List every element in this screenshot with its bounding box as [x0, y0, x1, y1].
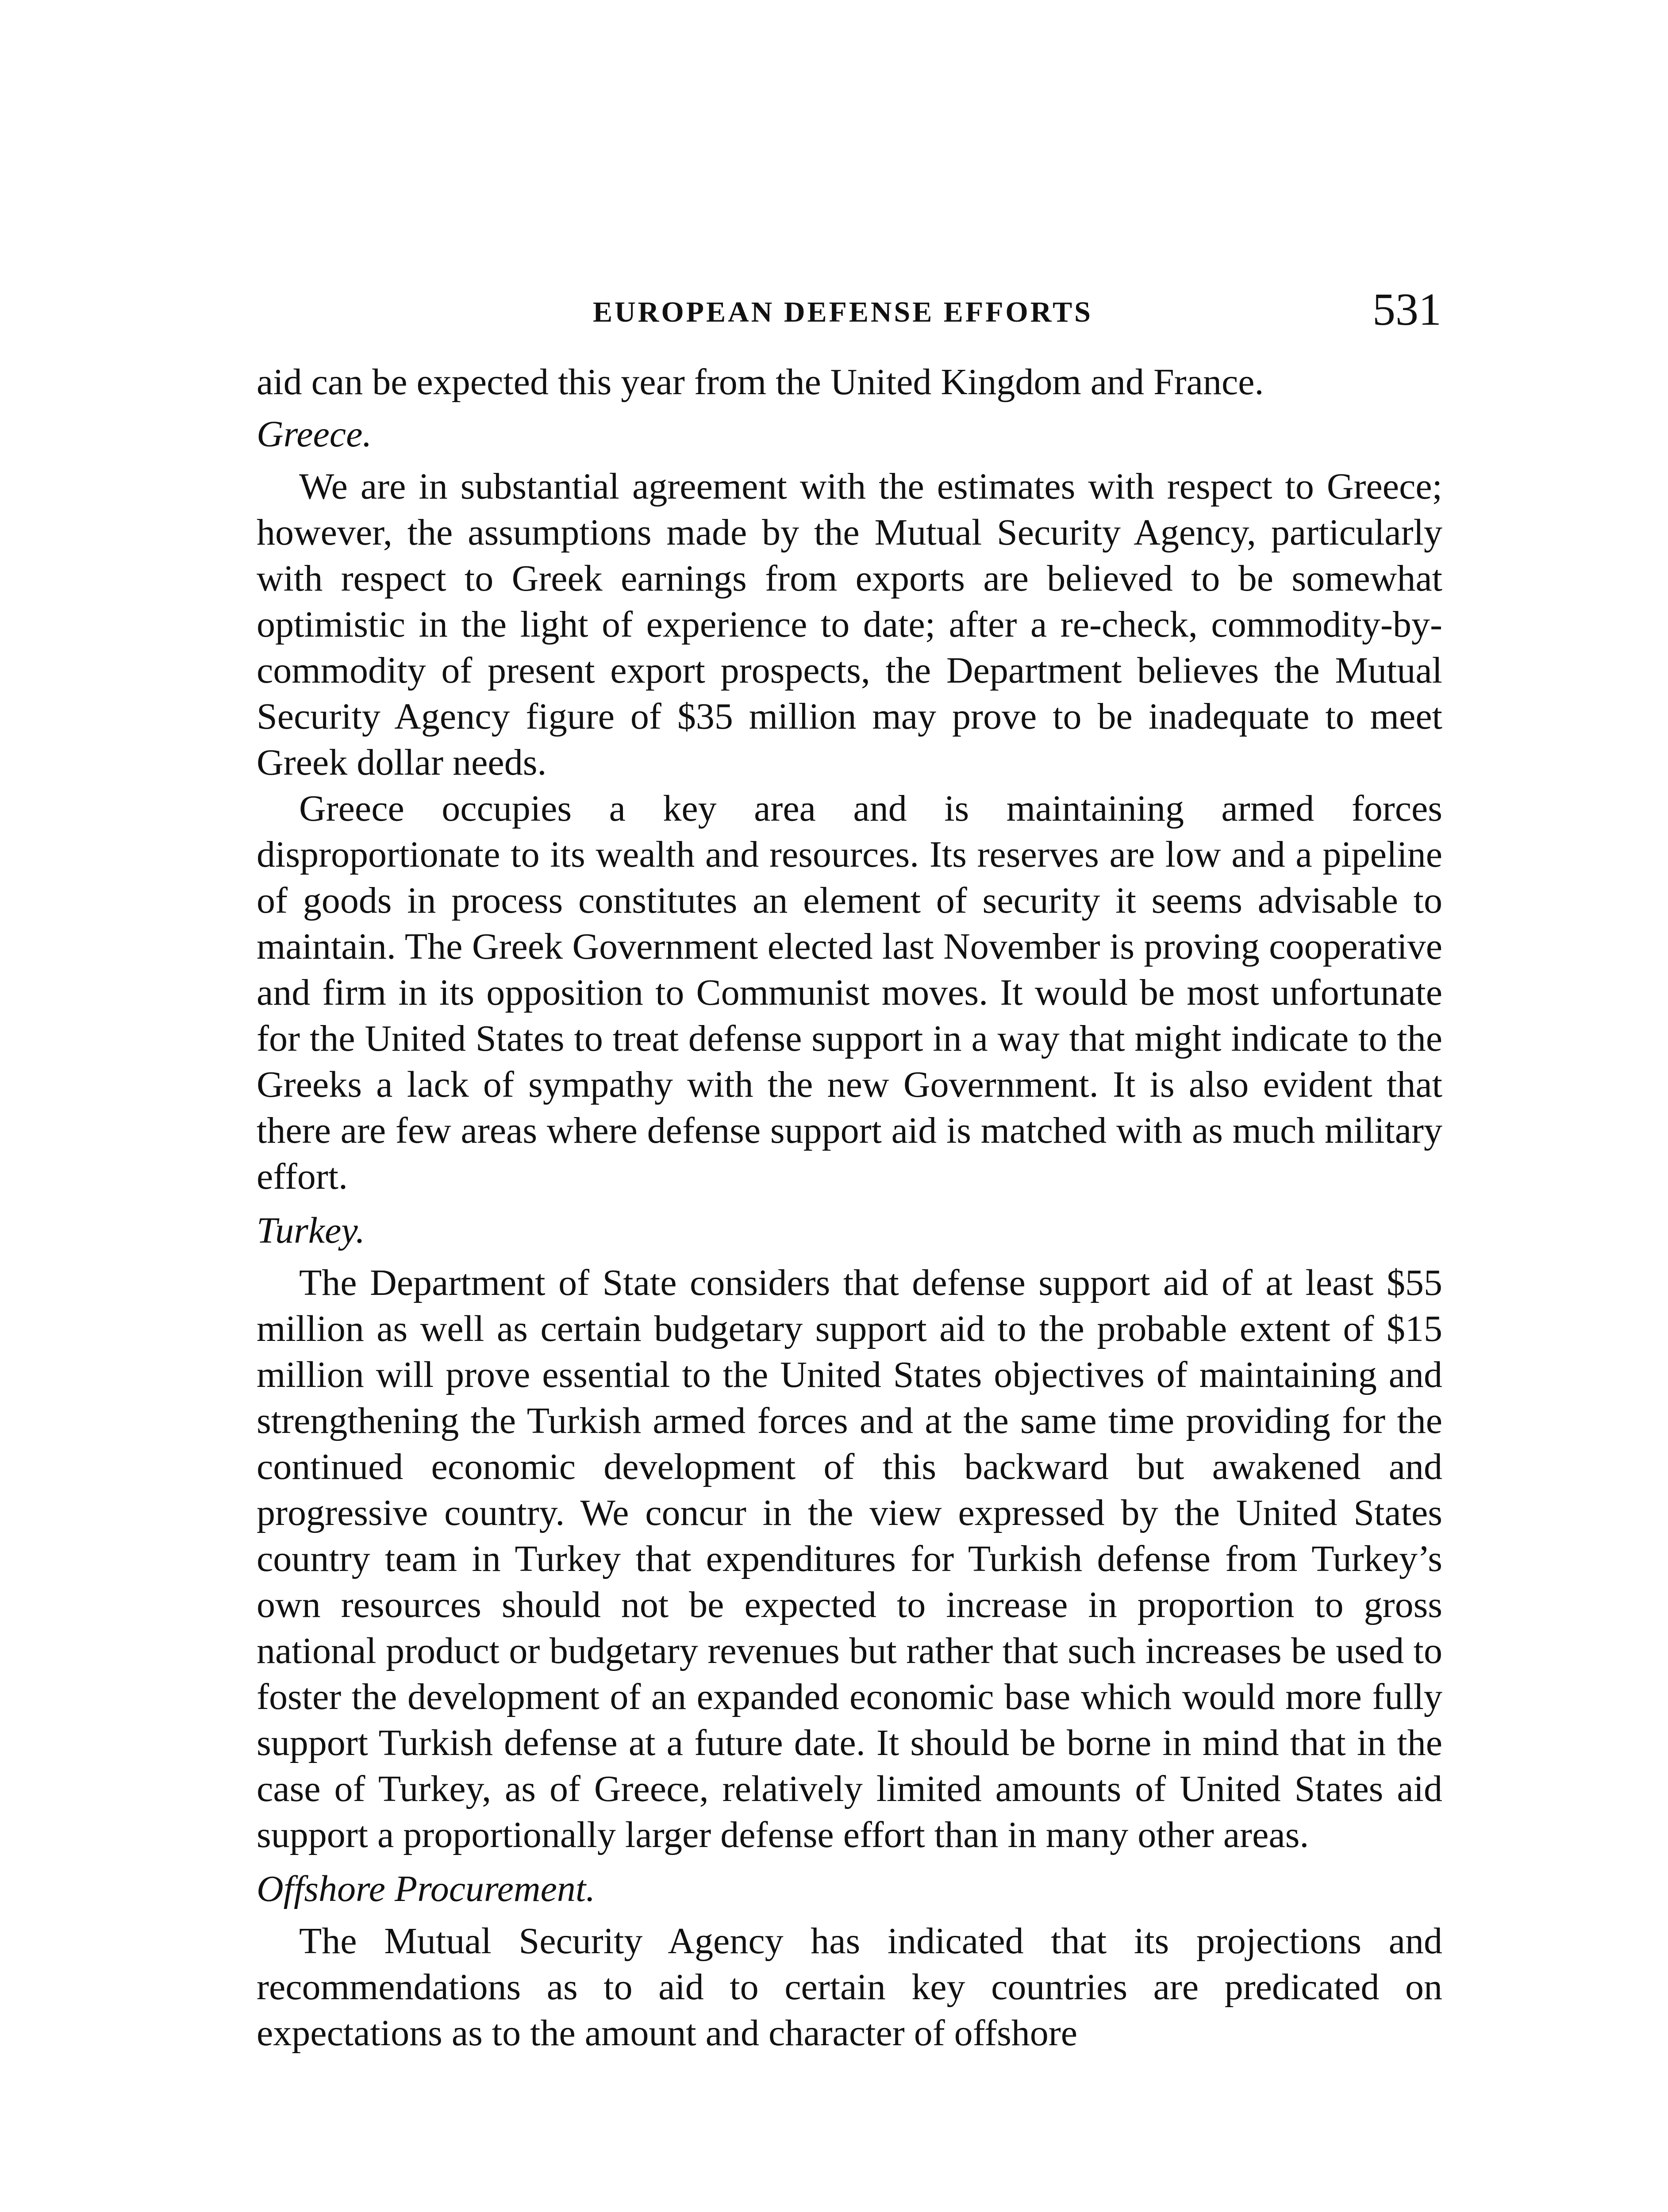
turkey-paragraph-1: The Department of State considers that defense support aid of at least $55 million as well as certain budgetary support aid to the probable extent of $15 million will prove essential to the United States objectives of maintaining and strengthening the Turkish armed forces and at the same time providing for the continued economic development of this backward but awakened and progressive country. We concur in the view expressed by the United States country team in Turkey that expenditures for Turkish defense from Turkey’s own resources should not be expected to increase in proportion to gross national product or budgetary revenues but rather that such increases be used to foster the development of an expanded economic base which would more fully support Turkish defense at a future date. It should be borne in mind that in the case of Turkey, as of Greece, relatively limited amounts of United States aid support a proportionally larger defense effort than in many other areas.: [257, 1262, 1442, 1855]
greece-paragraph-2: Greece occupies a key area and is maintaining armed forces disproportionate to its wealth and resources. Its reserves are low and a pipeline of goods in process constitutes an element of security it seems advisable to maintain. The Greek Government elected last November is proving cooperative and firm in its opposition to Communist moves. It would be most unfortunate for the United States to treat defense support in a way that might indicate to the Greeks a lack of sympathy with the new Government. It is also evident that there are few areas where defense support aid is matched with as much military effort.: [257, 788, 1442, 1197]
page-number: 531: [1372, 284, 1441, 335]
section-heading-turkey: Turkey.: [257, 1210, 365, 1251]
intro-paragraph: aid can be expected this year from the United Kingdom and France.: [257, 361, 1264, 403]
running-header: EUROPEAN DEFENSE EFFORTS: [593, 296, 1093, 328]
body-text: [257, 359, 1442, 2056]
offshore-paragraph-1: The Mutual Security Agency has indicated that its projections and recommendations as to aid to certain key countries are predicated on expectations as to the amount and character of offshore: [257, 1920, 1442, 2054]
greece-paragraph-1: We are in substantial agreement with the estimates with respect to Greece; however, the assumptions made by the Mutual Security Agency, particularly with respect to Greek earnings from exports are believed to be somewhat optimistic in the light of experience to date; after a re-check, commodity-by-commodity of present export prospects, the Department believes the Mutual Security Agency figure of $35 million may prove to be inadequate to meet Greek dollar needs.: [257, 466, 1442, 783]
section-heading-offshore-procurement: Offshore Procurement.: [257, 1868, 596, 1909]
section-heading-greece: Greece.: [257, 414, 372, 455]
